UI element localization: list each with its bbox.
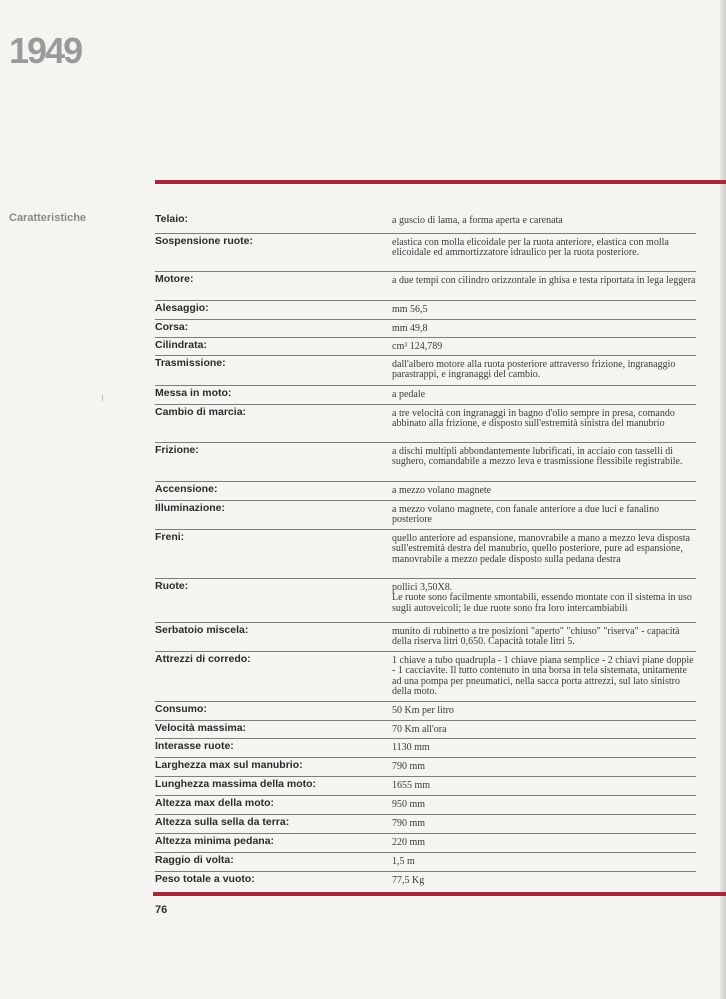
spec-label: Frizione: [155,444,199,456]
spec-label: Serbatoio miscela: [155,624,249,636]
spec-value: a mezzo volano magnete, con fanale anteriore a due luci e fanalino posteriore [392,504,660,526]
spec-label: Corsa: [155,321,189,333]
spec-label: Lunghezza massima della moto: [155,778,317,790]
spec-value: a tre velocità con ingranaggi in bagno d'olio sempre in presa, comando abbinato alla frizione, e disposto sull'estremità sinistra del manubrio [392,408,675,430]
spec-label: Sospensione ruote: [155,235,254,247]
spec-value: mm 49,8 [392,323,428,334]
spec-row [155,234,696,272]
spec-value: 50 Km per litro [392,705,454,716]
spec-row [155,405,696,443]
scan-mark [102,395,103,401]
spec-row [155,721,696,739]
page-edge-shadow [720,0,726,999]
spec-value: 220 mm [392,837,426,848]
spec-label: Raggio di volta: [155,854,234,866]
spec-label: Freni: [155,531,185,543]
spec-row [155,702,696,721]
spec-row [155,443,696,482]
spec-label: Velocità massima: [155,722,247,734]
spec-value: 790 mm [392,818,426,829]
spec-row [155,320,696,338]
spec-value: 1655 mm [392,780,431,791]
spec-value: quello anteriore ad espansione, manovrabile a mano a mezzo leva disposta sull'estremità destra del manubrio, quello posteriore, pure ad espansione, manovrabile a mezzo pedale disposto sulla pedana destra [392,533,690,565]
spec-value: a pedale [392,389,426,400]
spec-value: a mezzo volano magnete [392,485,492,496]
spec-value: 1,5 m [392,856,415,867]
spec-row [155,356,696,386]
spec-value: 77,5 Kg [392,875,425,886]
spec-label: Cilindrata: [155,339,207,351]
spec-label: Larghezza max sul manubrio: [155,759,303,771]
spec-row [155,834,696,853]
spec-value: a due tempi con cilindro orizzontale in ghisa e testa riportata in lega leggera [392,275,696,286]
spec-label: Consumo: [155,703,207,715]
spec-value: mm 56,5 [392,304,428,315]
spec-row [155,796,696,815]
page-number: 76 [155,904,168,916]
spec-row [155,530,696,579]
top-red-rule [155,180,726,184]
spec-label: Cambio di marcia: [155,406,247,418]
spec-value: a guscio di lama, a forma aperta e carenata [392,215,563,226]
spec-label: Illuminazione: [155,502,226,514]
spec-table [155,212,696,890]
spec-row [155,652,696,702]
spec-row [155,872,696,890]
spec-row [155,482,696,501]
spec-value: elastica con molla elicoidale per la ruota anteriore, elastica con molla elicoidale ed ammortizzatore idraulico per la ruota posteriore. [392,237,669,259]
spec-row [155,386,696,405]
spec-row [155,301,696,320]
spec-value: 790 mm [392,761,426,772]
spec-label: Attrezzi di corredo: [155,653,251,665]
spec-value: a dischi multipli abbondantemente lubrificati, in acciaio con tasselli di sughero, comandabile a mezzo leva e trasmissione flessibile registrabile. [392,446,683,468]
spec-label: Accensione: [155,483,218,495]
spec-label: Peso totale a vuoto: [155,873,255,885]
spec-value: 70 Km all'ora [392,724,447,735]
spec-value: 1 chiave a tubo quadrupla - 1 chiave piana semplice - 2 chiavi piane doppie - 1 cacciavite. Il tutto contenuto in una borsa in tela sistemata, unitamente ad una pompa per pneumatici, nella sacca porta attrezzi, sul lato sinistro della moto. [392,655,694,698]
spec-row [155,579,696,623]
spec-row [155,815,696,834]
spec-label: Messa in moto: [155,387,232,399]
spec-row [155,338,696,356]
spec-label: Ruote: [155,580,189,592]
spec-value: cm³ 124,789 [392,341,443,352]
spec-row [155,739,696,758]
page-title-year: 1949 [9,30,82,71]
spec-row [155,758,696,777]
spec-row [155,272,696,301]
spec-label: Telaio: [155,213,189,225]
spec-label: Altezza minima pedana: [155,835,275,847]
spec-row [155,777,696,796]
spec-label: Alesaggio: [155,302,209,314]
spec-value: 1130 mm [392,742,430,753]
spec-value: 950 mm [392,799,426,810]
spec-value: munito di rubinetto a tre posizioni "aperto" "chiuso" "riserva" - capacità della riserva litri 0,650. Capacità totale litri 5. [392,626,680,648]
spec-value: pollici 3,50X8. Le ruote sono facilmente smontabili, essendo montate con il sistema in uso sugli autoveicoli; le due ruote sono fra loro intercambiabili [392,582,692,614]
spec-label: Trasmissione: [155,357,226,369]
spec-row [155,853,696,872]
bottom-red-rule [153,892,726,896]
section-label: Caratteristiche [9,212,87,224]
spec-row [155,501,696,530]
spec-value: dall'albero motore alla ruota posteriore attraverso frizione, ingranaggio parastrappi, e ingranaggi del cambio. [392,359,676,381]
spec-label: Altezza max della moto: [155,797,275,809]
spec-label: Interasse ruote: [155,740,234,752]
spec-label: Altezza sulla sella da terra: [155,816,290,828]
spec-row [155,212,696,234]
spec-row [155,623,696,652]
spec-label: Motore: [155,273,194,285]
